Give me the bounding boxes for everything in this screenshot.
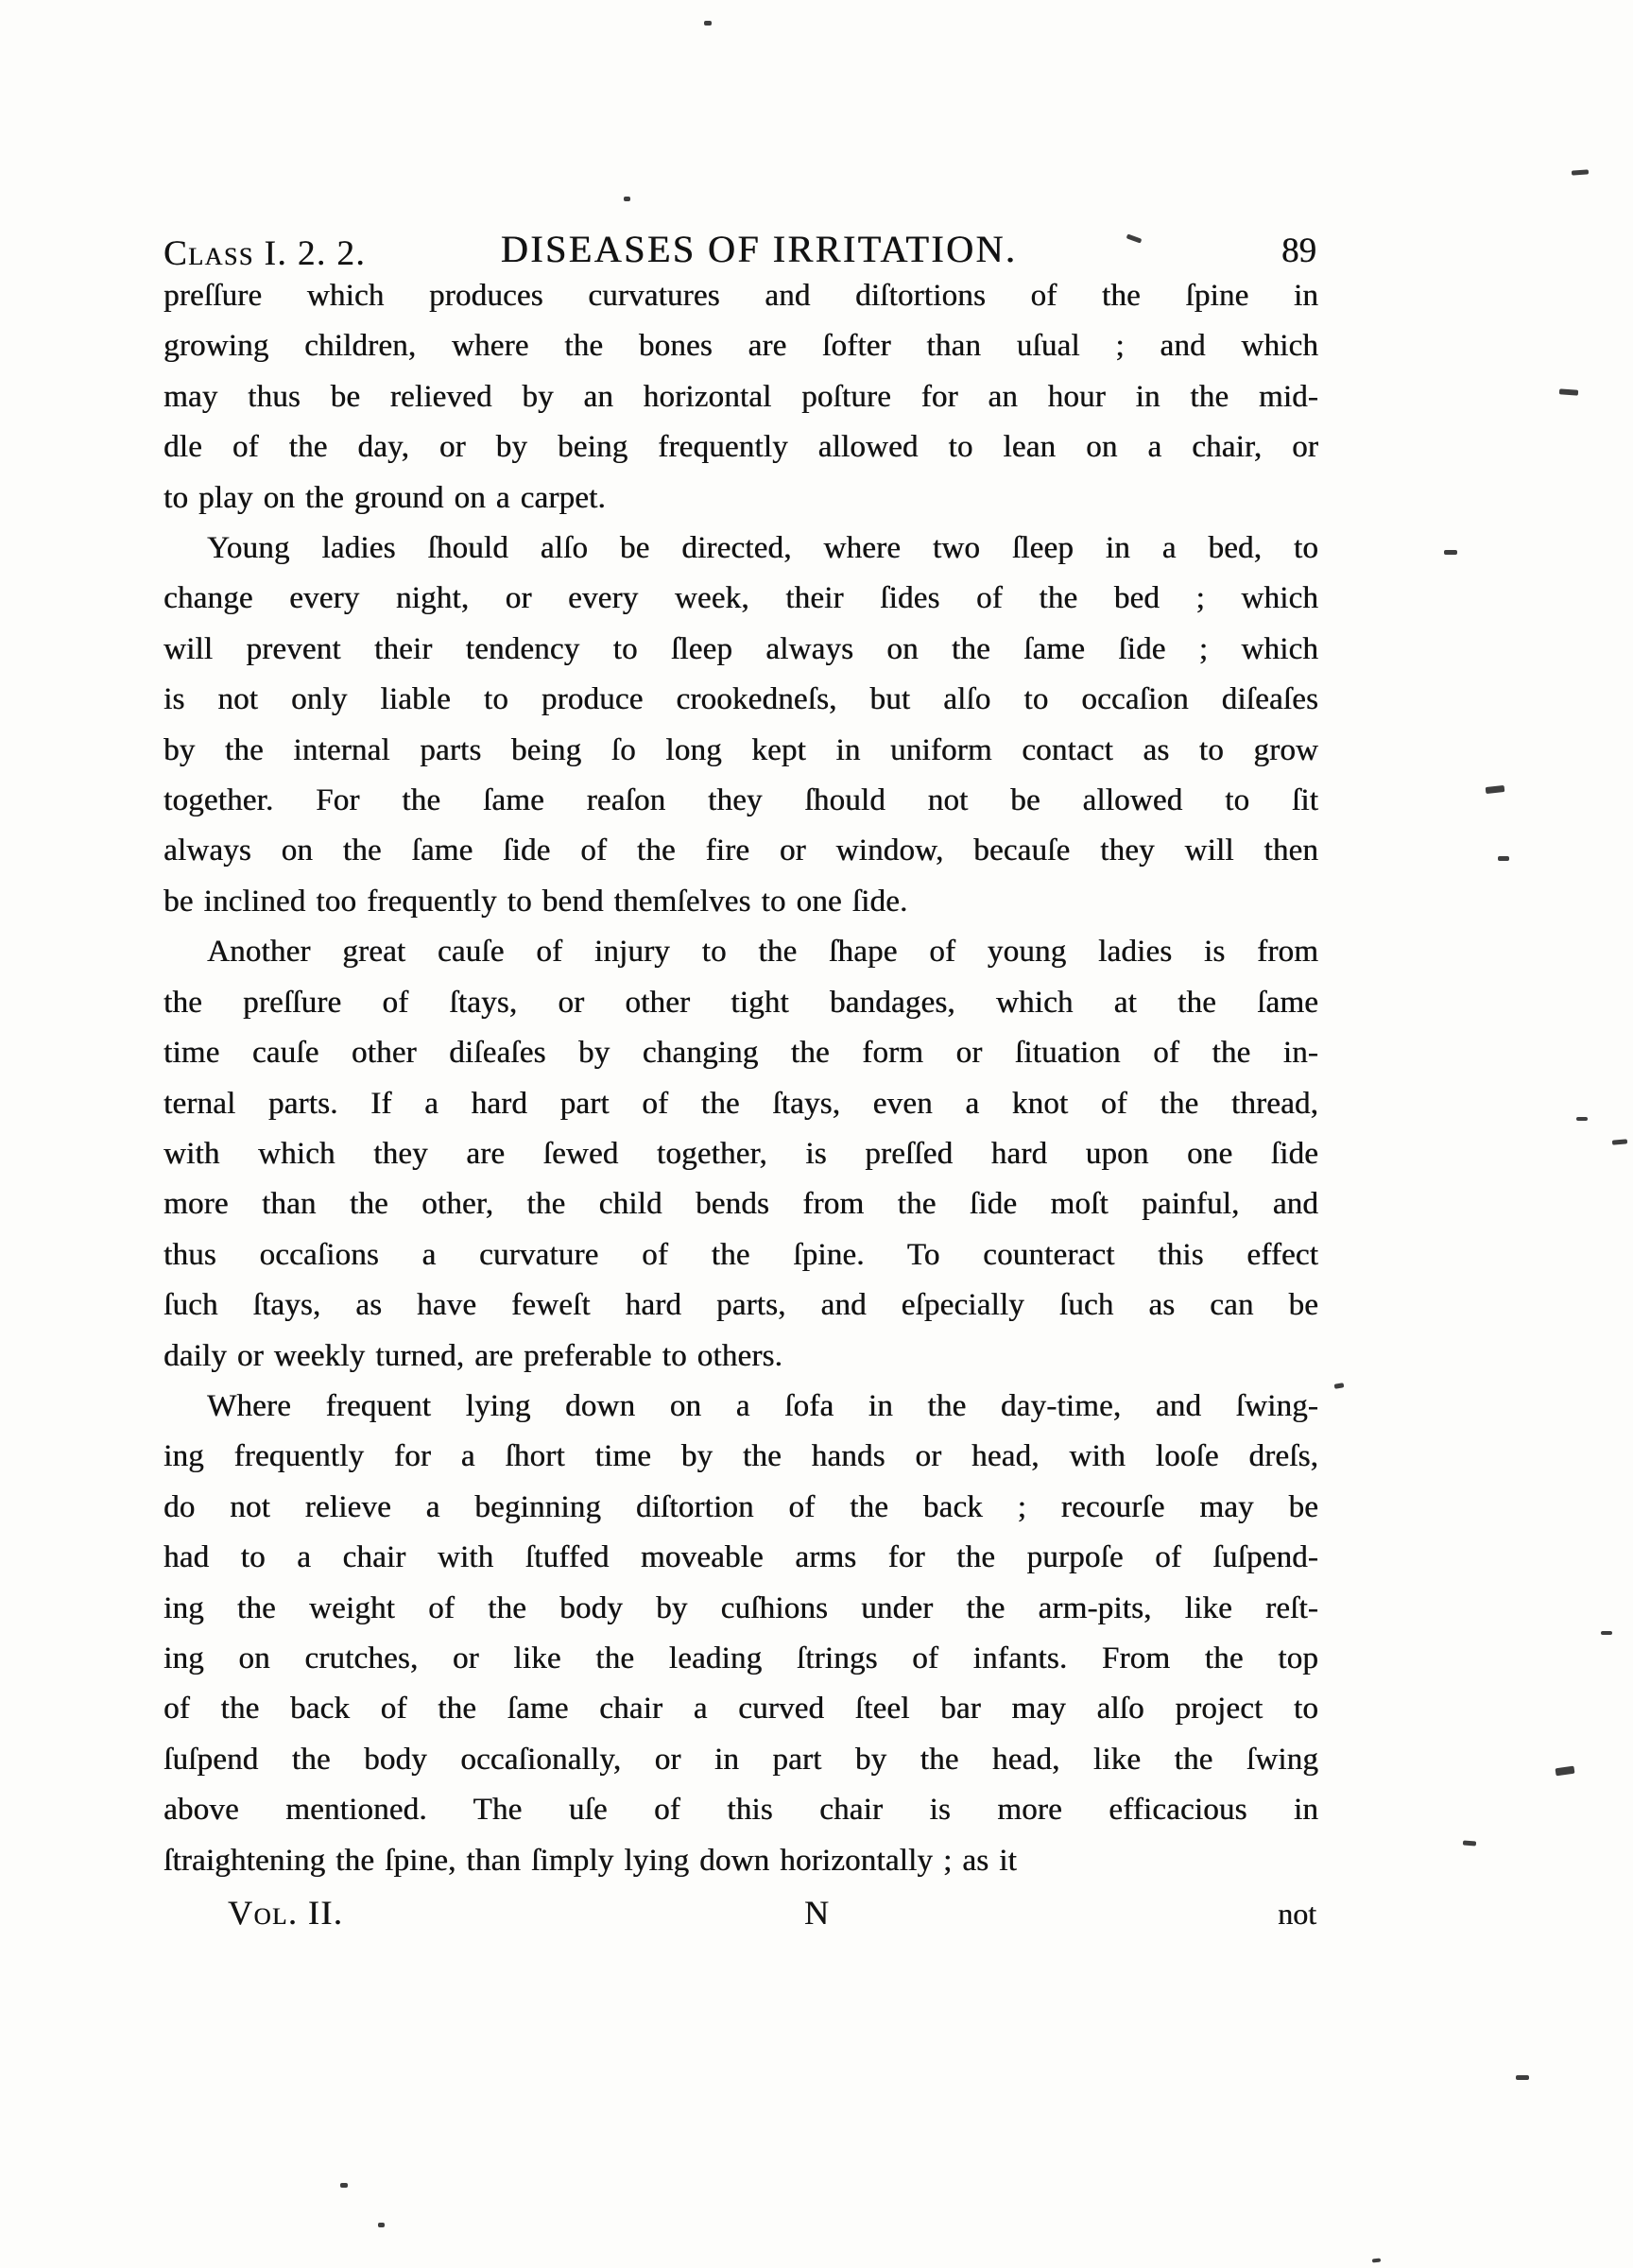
text-line: above mentioned. The uſe of this chair is more efficacious in — [163, 1793, 1318, 1828]
running-class-label: Class I. 2. 2. — [163, 234, 367, 273]
paragraph — [163, 927, 1318, 1382]
scan-speck — [624, 197, 630, 201]
text-line: ſuſpend the body occaſionally, or in part by the head, like the ſwing — [163, 1742, 1318, 1777]
text-line: had to a chair with ſtuffed moveable arms for the purpoſe of ſuſpend- — [163, 1540, 1318, 1575]
paragraph — [163, 271, 1318, 524]
text-line: growing children, where the bones are ſofter than uſual ; and which — [163, 329, 1318, 364]
text-line: preſſure which produces curvatures and diſtortions of the ſpine in — [163, 279, 1318, 313]
scan-speck — [1556, 1766, 1575, 1777]
text-line: with which they are ſewed together, is preſſed hard upon one ſide — [163, 1136, 1318, 1171]
text-line: ing frequently for a ſhort time by the hands or head, with looſe dreſs, — [163, 1439, 1318, 1474]
text-line: is not only liable to produce crookedneſs, but alſo to occaſion diſeaſes — [163, 682, 1318, 717]
volume-label: Vol. II. — [228, 1894, 344, 1932]
running-title: DISEASES OF IRRITATION. — [500, 228, 1018, 270]
text-line: will prevent their tendency to ſleep always on the ſame ſide ; which — [163, 631, 1318, 666]
scan-speck — [1576, 1117, 1588, 1121]
text-line: Young ladies ſhould alſo be directed, where two ſleep in a bed, to — [207, 531, 1318, 566]
scan-speck — [1444, 550, 1457, 555]
scan-speck — [1372, 2259, 1381, 2263]
scan-speck — [1559, 388, 1578, 395]
scan-speck — [1463, 1841, 1476, 1847]
page-number: 89 — [1281, 232, 1316, 270]
paragraph — [163, 524, 1318, 927]
page-footer — [163, 1891, 1318, 1940]
text-line: daily or weekly turned, are preferable to others. — [163, 1338, 782, 1373]
text-line: together. For the ſame reaſon they ſhould not be allowed to ſit — [163, 783, 1318, 818]
scan-speck — [1498, 856, 1509, 861]
text-line: Where frequent lying down on a ſofa in the day-time, and ſwing- — [207, 1388, 1318, 1423]
text-line: dle of the day, or by being frequently allowed to lean on a chair, or — [163, 430, 1318, 465]
scan-speck — [704, 21, 712, 26]
text-line: always on the ſame ſide of the fire or window, becauſe they will then — [163, 833, 1318, 868]
text-line: ternal parts. If a hard part of the ſtays, even a knot of the thread, — [163, 1086, 1318, 1121]
paragraph — [163, 1382, 1318, 1886]
scan-speck — [1334, 1383, 1345, 1389]
signature-mark: N — [804, 1894, 829, 1932]
text-line: by the internal parts being ſo long kept in uniform contact as to grow — [163, 732, 1318, 767]
scan-speck — [340, 2183, 348, 2188]
text-line: the preſſure of ſtays, or other tight bandages, which at the ſame — [163, 985, 1318, 1020]
text-line: be inclined too frequently to bend themſelves to one ſide. — [163, 884, 908, 919]
text-line: change every night, or every week, their ſides of the bed ; which — [163, 581, 1318, 616]
scan-speck — [1486, 785, 1505, 794]
text-line: ing the weight of the body by cuſhions under the arm-pits, like reſt- — [163, 1590, 1318, 1625]
catchword: not — [1278, 1897, 1316, 1931]
text-line: ſtraightening the ſpine, than ſimply lying down horizontally ; as it — [163, 1843, 1017, 1878]
scan-speck — [1516, 2075, 1529, 2080]
text-line: more than the other, the child bends from the ſide moſt painful, and — [163, 1187, 1318, 1222]
text-line: do not relieve a beginning diſtortion of the back ; recourſe may be — [163, 1489, 1318, 1524]
text-line: time cauſe other diſeaſes by changing the form or ſituation of the in- — [163, 1036, 1318, 1071]
scan-speck — [1572, 169, 1589, 175]
text-line: ſuch ſtays, as have feweſt hard parts, and eſpecially ſuch as can be — [163, 1288, 1318, 1323]
scan-speck — [1612, 1139, 1627, 1144]
scan-speck — [1601, 1631, 1612, 1635]
text-line: may thus be relieved by an horizontal poſture for an hour in the mid- — [163, 379, 1318, 414]
text-line: to play on the ground on a carpet. — [163, 480, 606, 515]
text-line: ing on crutches, or like the leading ſtrings of infants. From the top — [163, 1641, 1318, 1675]
body-text — [163, 271, 1318, 1886]
text-line: of the back of the ſame chair a curved ſteel bar may alſo project to — [163, 1692, 1318, 1727]
text-line: Another great cauſe of injury to the ſhape of young ladies is from — [207, 935, 1318, 970]
text-line: thus occaſions a curvature of the ſpine. To counteract this effect — [163, 1237, 1318, 1272]
scan-speck — [378, 2223, 385, 2227]
